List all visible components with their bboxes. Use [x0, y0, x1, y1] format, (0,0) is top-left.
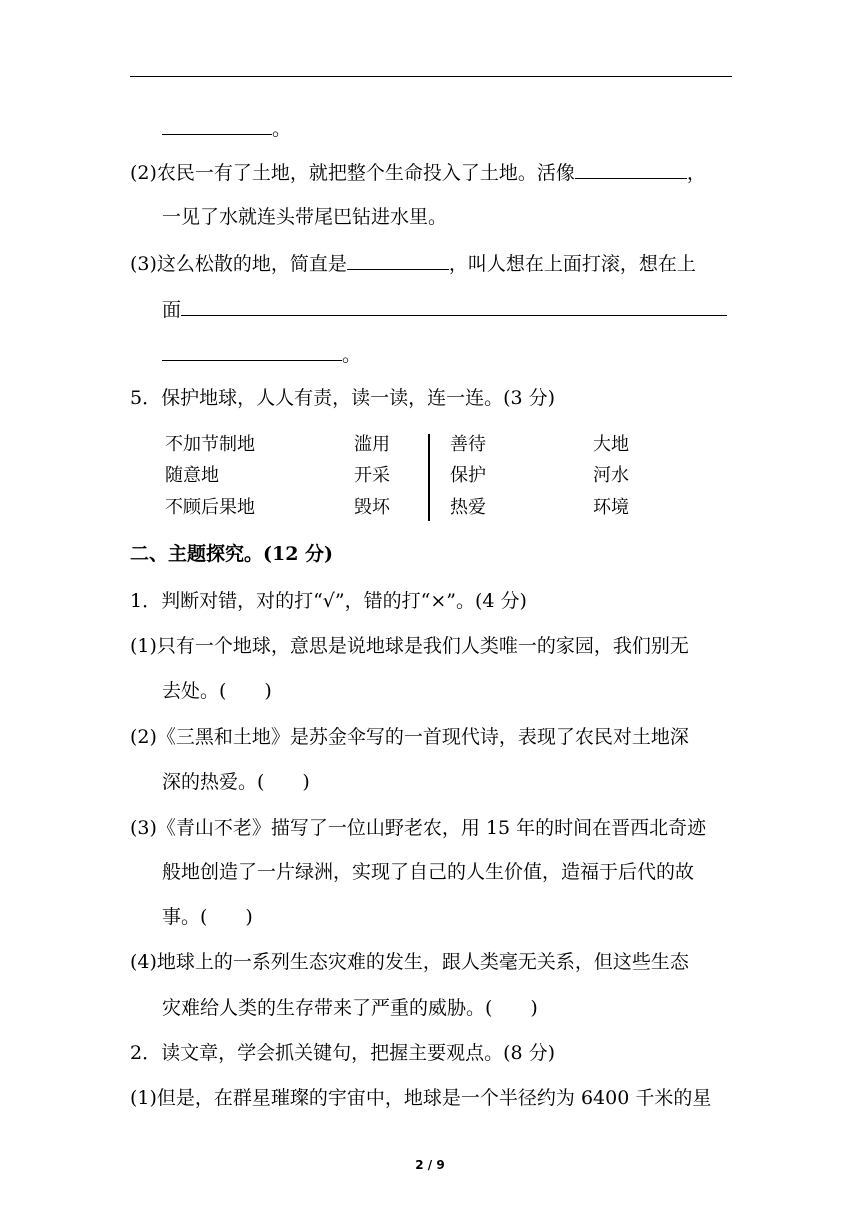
- section2-q2: 2．读文章，学会抓关键句，把握主要观点。(8 分): [130, 1042, 556, 1064]
- match-col4-item[interactable]: 大地: [593, 434, 629, 455]
- judgement-3-end[interactable]: 事。( ): [162, 906, 253, 928]
- blank[interactable]: [162, 342, 342, 361]
- match-col4-item[interactable]: 环境: [593, 497, 629, 518]
- judgement-2-cont[interactable]: 深的热爱。( ): [162, 771, 310, 793]
- question-4-3: (3)这么松散的地，简直是 ，叫人想在上面打滚，想在上: [130, 253, 696, 275]
- match-col3-item[interactable]: 保护: [450, 465, 486, 486]
- blank[interactable]: [575, 160, 687, 179]
- question-4-3-end: 。: [162, 342, 361, 367]
- judgement-1: (1)只有一个地球，意思是说地球是我们人类唯一的家园，我们别无: [130, 635, 689, 657]
- blank[interactable]: [181, 297, 727, 316]
- match-col1-item[interactable]: 不顾后果地: [165, 497, 255, 518]
- reading-q2-1: (1)但是，在群星璀璨的宇宙中，地球是一个半径约为 6400 千米的星: [130, 1087, 712, 1109]
- question-4-3-cont: 面: [162, 297, 727, 322]
- judgement-3: (3)《青山不老》描写了一位山野老农，用 15 年的时间在晋西北奇迹: [130, 817, 707, 839]
- match-divider: [428, 434, 430, 521]
- page-number: 2 / 9: [415, 1158, 445, 1172]
- section2-q1: 1．判断对错，对的打“√”，错的打“×”。(4 分): [130, 590, 527, 612]
- match-col1-item[interactable]: 不加节制地: [165, 434, 255, 455]
- judgement-2: (2)《三黑和土地》是苏金伞写的一首现代诗，表现了农民对土地深: [130, 726, 689, 748]
- judgement-4-cont[interactable]: 灾难给人类的生存带来了严重的威胁。( ): [162, 997, 538, 1019]
- blank[interactable]: [347, 251, 449, 270]
- judgement-4: (4)地球上的一系列生态灾难的发生，跟人类毫无关系，但这些生态: [130, 951, 689, 973]
- question-4-2-cont: 一见了水就连头带尾巴钻进水里。: [162, 206, 448, 228]
- match-col1-item[interactable]: 随意地: [165, 465, 219, 486]
- match-col3-item[interactable]: 善待: [450, 434, 486, 455]
- question-4-2: (2)农民一有了土地，就把整个生命投入了土地。活像 ，: [130, 162, 706, 184]
- blank[interactable]: [162, 116, 272, 135]
- match-col3-item[interactable]: 热爱: [450, 497, 486, 518]
- question-5: 5．保护地球，人人有责，读一读，连一连。(3 分): [130, 387, 556, 409]
- section-2-title: 二、主题探究。(12 分): [130, 543, 334, 565]
- judgement-3-cont: 般地创造了一片绿洲，实现了自己的人生价值，造福于后代的故: [162, 861, 695, 883]
- judgement-1-cont[interactable]: 去处。( ): [162, 680, 272, 702]
- match-col2-item[interactable]: 滥用: [354, 434, 390, 455]
- match-col2-item[interactable]: 开采: [354, 465, 390, 486]
- answer-line-1: 。: [162, 116, 291, 141]
- match-col4-item[interactable]: 河水: [593, 465, 629, 486]
- match-col2-item[interactable]: 毁坏: [354, 497, 390, 518]
- header-rule: [130, 76, 732, 77]
